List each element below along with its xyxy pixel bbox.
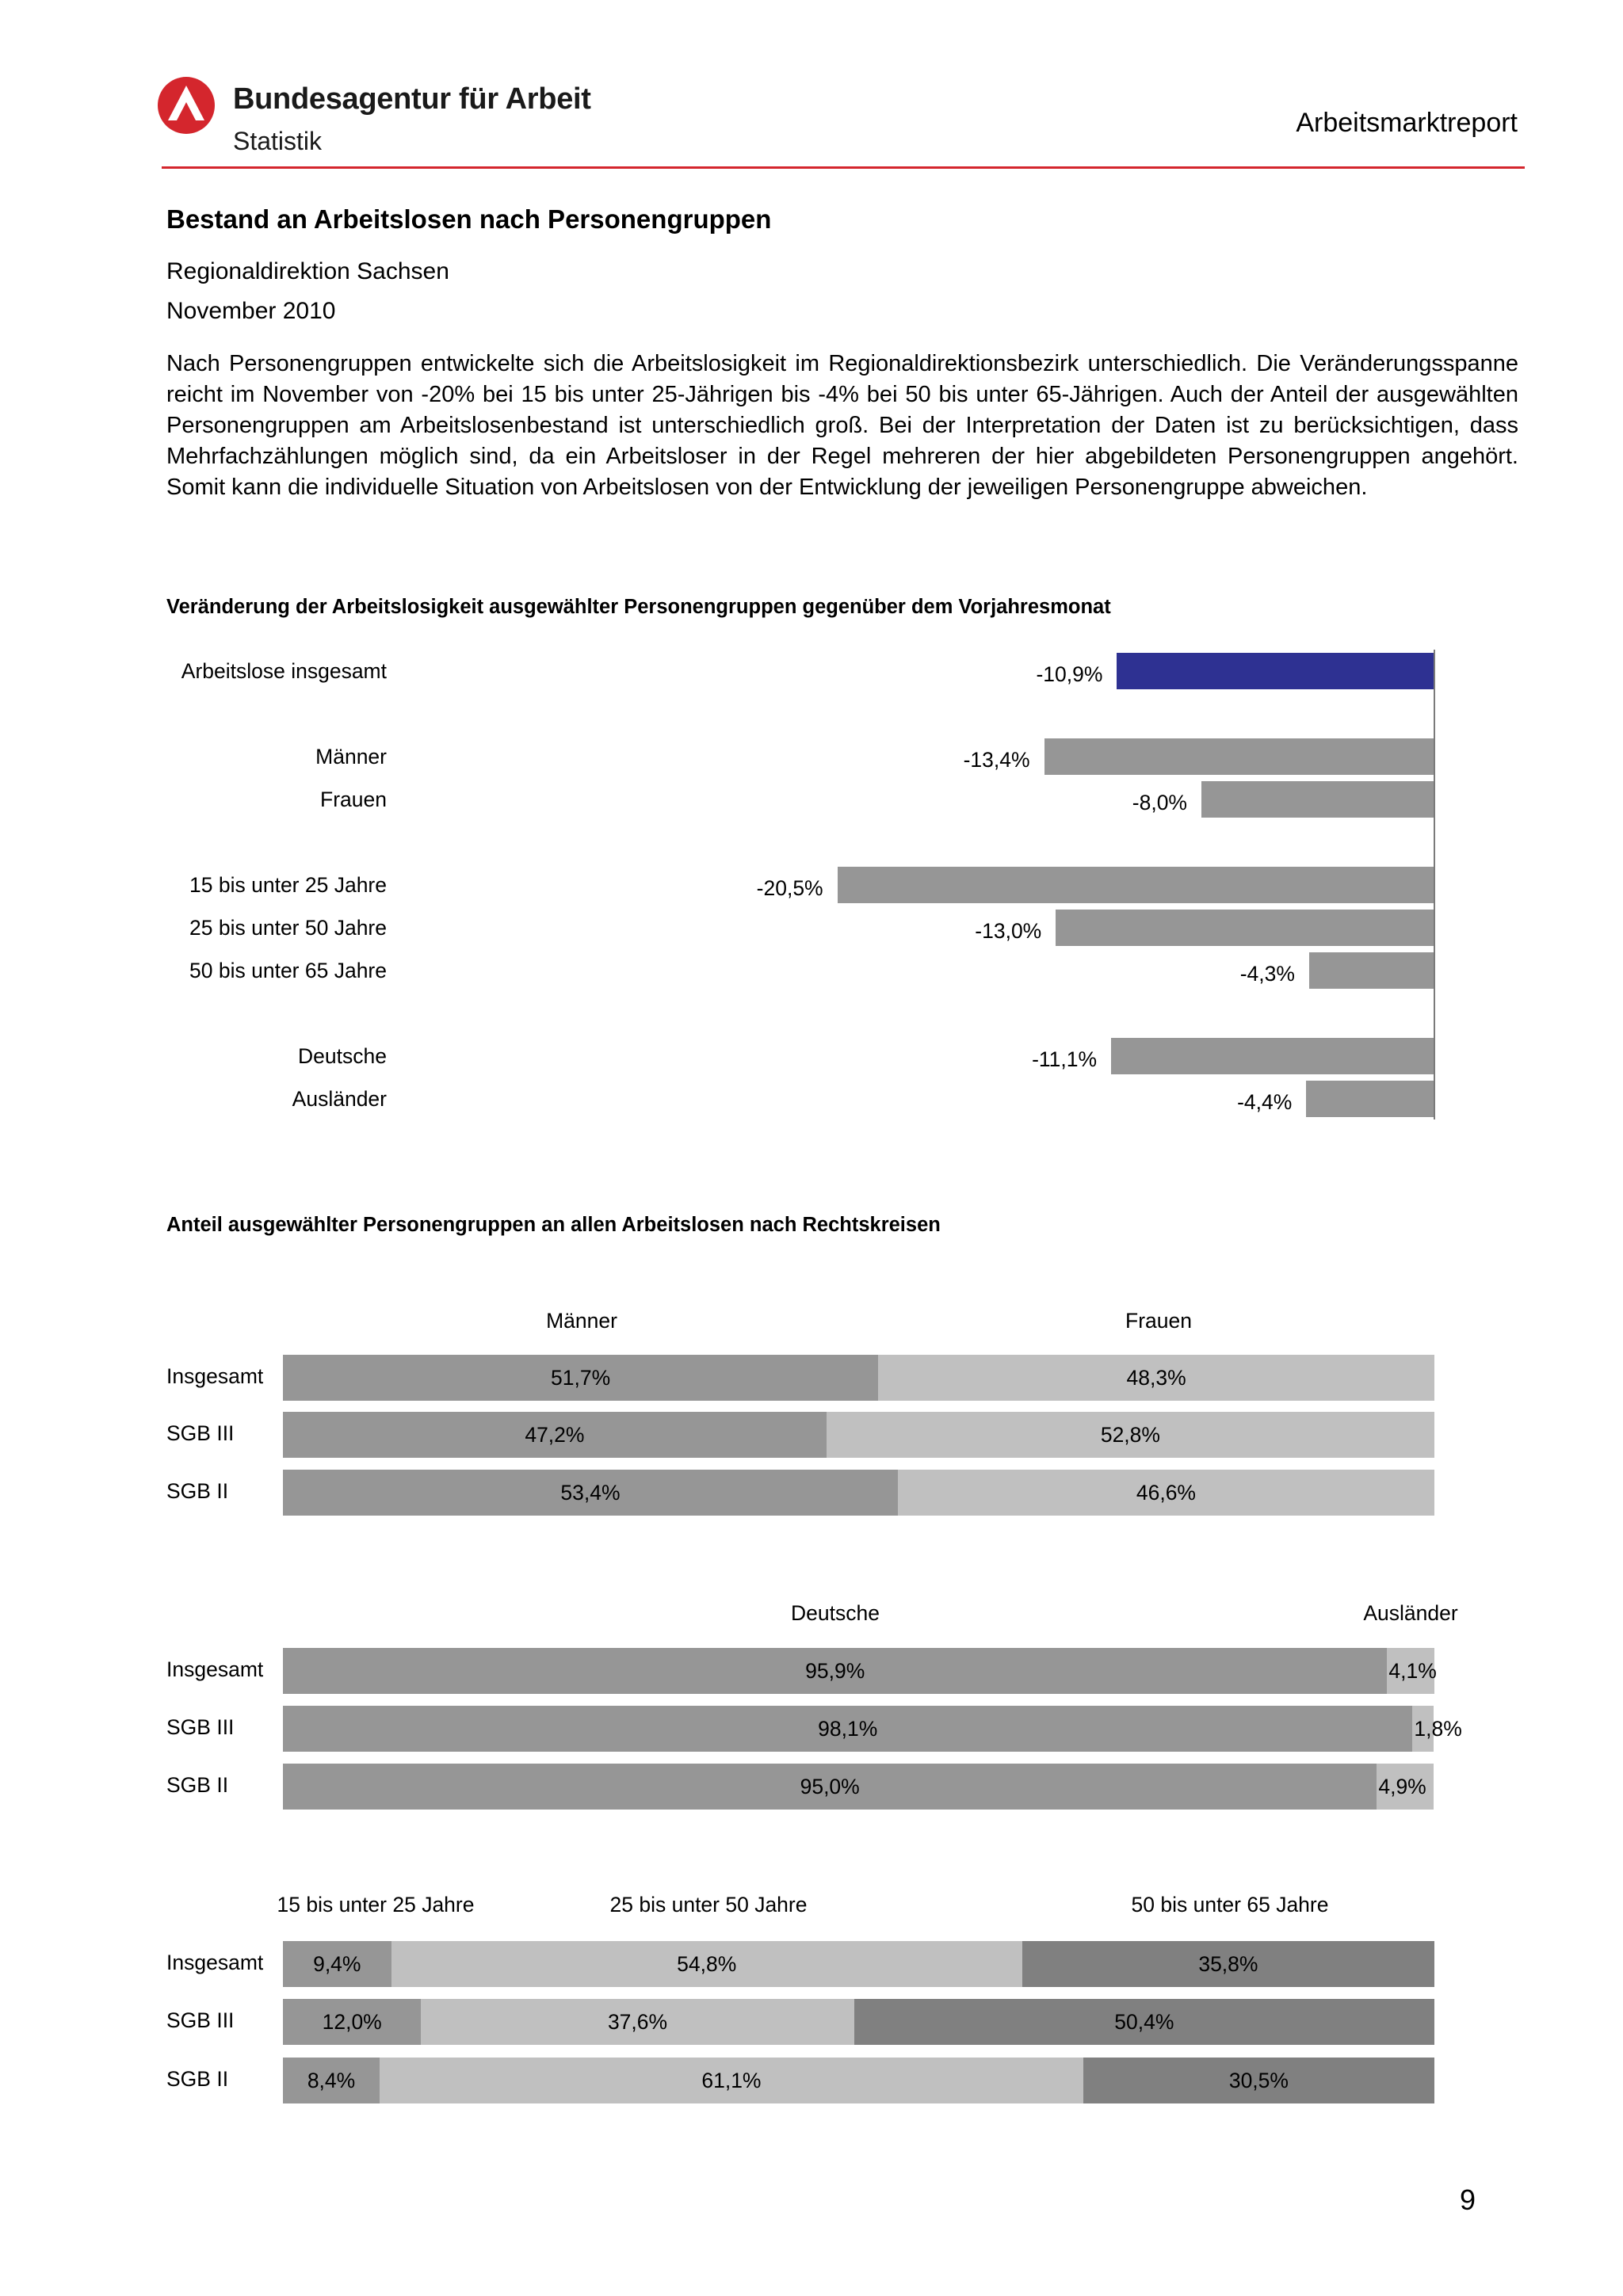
chart-1-bar [1111, 1038, 1434, 1074]
stacked-segment-label: 54,8% [677, 1951, 737, 1976]
stacked-row-label: SGB II [166, 2067, 229, 2091]
stacked-segment [283, 1764, 1377, 1810]
stacked-legend-label: 15 bis unter 25 Jahre [277, 1893, 475, 1917]
chart-1-value-label: -13,0% [975, 919, 1042, 943]
stacked-segment [878, 1355, 1434, 1401]
stacked-row-label: SGB III [166, 1421, 235, 1445]
ba-logo-icon [157, 76, 216, 135]
stacked-segment [283, 1648, 1387, 1694]
chart-1-category-label: Frauen [320, 788, 387, 811]
chart-1-category-label: 15 bis unter 25 Jahre [189, 873, 387, 897]
stacked-segment-label: 12,0% [322, 2009, 382, 2034]
stacked-segment-label: 48,3% [1126, 1365, 1186, 1390]
chart-1-bar [1306, 1081, 1434, 1117]
stacked-legend-label: Männer [546, 1309, 617, 1333]
stacked-row-label: Insgesamt [166, 1364, 264, 1388]
stacked-segment-label: 98,1% [818, 1716, 878, 1741]
stacked-segment-label: 35,8% [1198, 1951, 1258, 1976]
stacked-segment-label: 51,7% [551, 1365, 611, 1390]
chart-1-category-label: 50 bis unter 65 Jahre [189, 959, 387, 982]
stacked-segment-label: 95,9% [805, 1658, 865, 1683]
region-label: Regionaldirektion Sachsen [166, 258, 449, 284]
stacked-legend-label: 50 bis unter 65 Jahre [1131, 1893, 1329, 1917]
stacked-segment [283, 1706, 1412, 1752]
chart-2-title: Anteil ausgewählter Personengruppen an allen Arbeitslosen nach Rechtskreisen [166, 1214, 941, 1236]
stacked-segment [421, 1999, 854, 2045]
report-label: Arbeitsmarktreport [1296, 108, 1518, 138]
chart-1-bar [1056, 910, 1434, 946]
stacked-segment [1412, 1706, 1462, 1752]
chart-1-title: Veränderung der Arbeitslosigkeit ausgewählter Personengruppen gegenüber dem Vorjahresmonat [166, 596, 1111, 618]
chart-1-value-label: -4,4% [1237, 1090, 1293, 1114]
stacked-segment [854, 1999, 1434, 2045]
stacked-segment [283, 1355, 878, 1401]
chart-1-value-label: -10,9% [1036, 662, 1103, 686]
stacked-legend-label: Ausländer [1363, 1601, 1458, 1625]
header-divider [162, 166, 1525, 169]
stacked-row-label: SGB II [166, 1773, 229, 1797]
stacked-row-label: SGB III [166, 1715, 235, 1739]
stacked-segment [1387, 1648, 1437, 1694]
chart-1-bar [1309, 952, 1434, 989]
chart-1-bar [838, 867, 1434, 903]
stacked-segment [283, 1941, 391, 1987]
stacked-segment-label: 9,4% [313, 1951, 361, 1976]
stacked-segment-label: 1,8% [1414, 1716, 1462, 1741]
chart-1-value-label: -11,1% [1032, 1047, 1098, 1071]
stacked-segment [827, 1412, 1434, 1458]
chart-1-zero-axis [1434, 650, 1435, 1119]
stacked-row-label: SGB II [166, 1479, 229, 1503]
chart-1-value-label: -8,0% [1132, 791, 1187, 814]
month-label: November 2010 [166, 298, 336, 324]
stacked-segment [283, 2058, 380, 2103]
stacked-segment [283, 1412, 827, 1458]
chart-1-category-label: 25 bis unter 50 Jahre [189, 916, 387, 940]
chart-1-value-label: -4,3% [1239, 962, 1295, 986]
chart-1-bar [1201, 781, 1434, 818]
intro-paragraph: Nach Personengruppen entwickelte sich die Arbeitslosigkeit im Regionaldirektionsbezirk unterschiedlich. Die Veränderungsspanne reicht im November von -20% bei 15 bis unter 25-Jährigen bis -4% bei 50 bis unter 65-Jährigen. Auch der Anteil der ausgewählten Personengruppen am Arbeitslosenbestand ist unterschiedlich groß. Bei der Interpretation der Daten ist zu berücksichtigen, dass Mehrfachzählungen möglich sind, da ein Arbeitsloser in der Regel mehreren der hier abgebildeten Personengruppen angehört. Somit kann die individuelle Situation von Arbeitslosen von der Entwicklung der jeweiligen Personengruppe abweichen. [166, 351, 1518, 500]
stacked-segment-label: 95,0% [800, 1774, 860, 1798]
chart-1-category-label: Männer [315, 745, 387, 769]
chart-1-category-label: Ausländer [292, 1087, 387, 1111]
stacked-legend-label: Frauen [1125, 1309, 1192, 1333]
stacked-segment-label: 46,6% [1136, 1480, 1196, 1505]
stacked-segment-label: 47,2% [525, 1422, 585, 1447]
stacked-segment [1377, 1764, 1433, 1810]
stacked-segment [1083, 2058, 1434, 2103]
org-subtitle: Statistik [233, 127, 323, 155]
page-title: Bestand an Arbeitslosen nach Personengruppen [166, 204, 772, 234]
stacked-segment-label: 37,6% [607, 2009, 668, 2034]
stacked-segment [898, 1470, 1434, 1516]
chart-1-value-label: -13,4% [963, 748, 1030, 772]
stacked-legend-label: 25 bis unter 50 Jahre [609, 1893, 808, 1917]
stacked-segment [283, 1999, 421, 2045]
stacked-segment-label: 50,4% [1114, 2009, 1174, 2034]
stacked-segment-label: 52,8% [1100, 1422, 1160, 1447]
stacked-segment [380, 2058, 1083, 2103]
stacked-segment [391, 1941, 1022, 1987]
stacked-legend-label: Deutsche [791, 1601, 880, 1625]
stacked-segment [283, 1470, 898, 1516]
page-number: 9 [1459, 2183, 1476, 2216]
stacked-row-label: Insgesamt [166, 1657, 264, 1681]
stacked-segment-label: 53,4% [560, 1480, 621, 1505]
chart-1-bar [1044, 738, 1434, 775]
stacked-segment [1022, 1941, 1434, 1987]
stacked-segment-label: 4,1% [1388, 1658, 1437, 1683]
chart-1-bar [1117, 653, 1434, 689]
stacked-segment-label: 30,5% [1228, 2068, 1289, 2092]
chart-1-value-label: -20,5% [756, 876, 823, 900]
stacked-segment-label: 4,9% [1378, 1774, 1426, 1798]
stacked-row-label: SGB III [166, 2008, 235, 2032]
chart-1-category-label: Deutsche [298, 1044, 387, 1068]
chart-1-category-label: Arbeitslose insgesamt [181, 659, 387, 683]
stacked-row-label: Insgesamt [166, 1951, 264, 1974]
stacked-segment-label: 8,4% [307, 2068, 356, 2092]
org-name: Bundesagentur für Arbeit [233, 82, 591, 116]
stacked-segment-label: 61,1% [701, 2068, 762, 2092]
